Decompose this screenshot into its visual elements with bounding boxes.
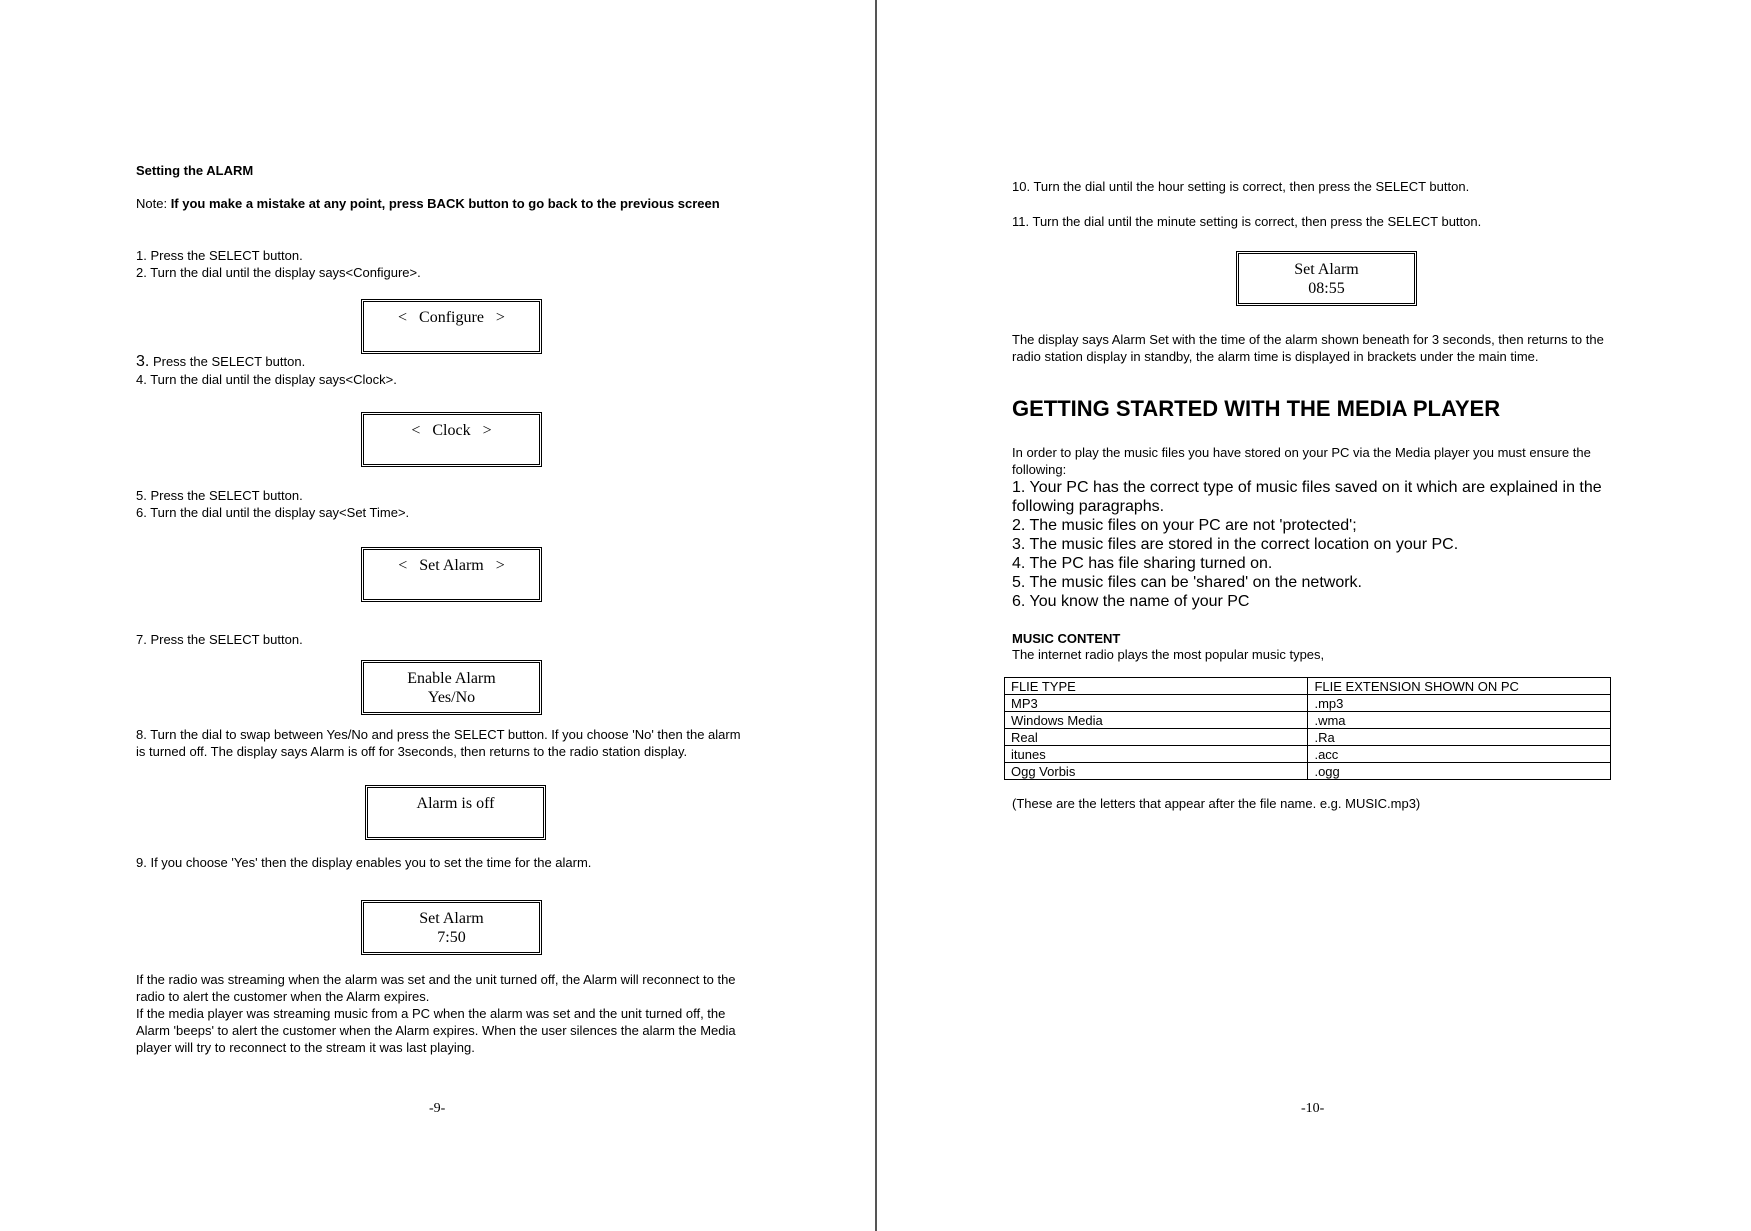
lcd-line2: 08:55	[1308, 280, 1345, 297]
lcd-configure-text: < Configure >	[398, 309, 505, 326]
step-5: 5. Press the SELECT button.	[136, 488, 303, 503]
display-paragraph: The display says Alarm Set with the time of the alarm shown beneath for 3 seconds, then returns to the radio station display in standby, the alarm time is displayed in brackets under the main time.	[1012, 332, 1604, 364]
note-text: If you make a mistake at any point, press BACK button to go back to the previous screen	[170, 196, 720, 211]
table-header-cell: FLIE TYPE	[1005, 678, 1308, 695]
intro-paragraph: In order to play the music files you have stored on your PC via the Media player you must ensure the following:	[1012, 445, 1591, 477]
table-row	[1005, 712, 1611, 729]
lcd-set-alarm-time-line1: Set Alarm	[419, 910, 484, 927]
note	[136, 195, 746, 212]
lcd-clock-text: < Clock >	[411, 422, 492, 439]
paragraph-radio-streaming: If the radio was streaming when the alarm was set and the unit turned off, the Alarm will reconnect to the radio to alert the customer when the Alarm expires.	[136, 972, 736, 1004]
section-heading-alarm: Setting the ALARM	[136, 163, 254, 178]
table-cell: .ogg	[1308, 763, 1611, 780]
step-8: 8. Turn the dial to swap between Yes/No and press the SELECT button. If you choose 'No' then the alarm is turned off. The display says Alarm is off for 3seconds, then returns to the radio station display.	[136, 727, 741, 759]
table-header-row	[1005, 678, 1611, 695]
step-4: 4. Turn the dial until the display says<Clock>.	[136, 372, 397, 387]
lcd-enable-line2: Yes/No	[427, 689, 476, 706]
lcd-enable-line1: Enable Alarm	[407, 670, 496, 687]
list-item: 6. You know the name of your PC	[1012, 593, 1250, 610]
lcd-set-alarm	[361, 547, 542, 602]
file-type-table	[1004, 677, 1611, 780]
table-cell: Ogg Vorbis	[1005, 763, 1308, 780]
table-cell: .wma	[1308, 712, 1611, 729]
page-number: -10-	[1301, 1101, 1325, 1116]
table-cell: Real	[1005, 729, 1308, 746]
table-header-cell: FLIE EXTENSION SHOWN ON PC	[1308, 678, 1611, 695]
table-row	[1005, 746, 1611, 763]
table-cell: itunes	[1005, 746, 1308, 763]
section-heading-media-player: GETTING STARTED WITH THE MEDIA PLAYER	[1012, 396, 1501, 421]
lcd-set-alarm-text: < Set Alarm >	[398, 557, 505, 574]
table-row	[1005, 763, 1611, 780]
table-cell: .mp3	[1308, 695, 1611, 712]
right-page	[878, 0, 1751, 1231]
lcd-enable-alarm	[361, 660, 542, 715]
list-item: 3. The music files are stored in the correct location on your PC.	[1012, 536, 1459, 553]
page-number: -9-	[429, 1101, 446, 1116]
table-cell: .acc	[1308, 746, 1611, 763]
step-3	[136, 353, 305, 370]
table-cell: Windows Media	[1005, 712, 1308, 729]
table-cell: .Ra	[1308, 729, 1611, 746]
lcd-set-alarm-time-line2: 7:50	[437, 929, 466, 946]
step-1: 1. Press the SELECT button.	[136, 248, 303, 263]
step-3-number: 3.	[136, 353, 150, 370]
step-11: 11. Turn the dial until the minute setting is correct, then press the SELECT button.	[1012, 214, 1482, 229]
table-cell: MP3	[1005, 695, 1308, 712]
music-content-intro: The internet radio plays the most popular music types,	[1012, 647, 1325, 662]
list-item: 1. Your PC has the correct type of music files saved on it which are explained in the following paragraphs.	[1012, 479, 1602, 515]
step-6: 6. Turn the dial until the display say<Set Time>.	[136, 505, 410, 520]
lcd-clock	[361, 412, 542, 467]
step-3-text: Press the SELECT button.	[149, 354, 306, 369]
list-item: 2. The music files on your PC are not 'protected';	[1012, 517, 1357, 534]
lcd-configure	[361, 299, 542, 354]
lcd-set-alarm-0855	[1236, 251, 1417, 306]
step-2: 2. Turn the dial until the display says<Configure>.	[136, 265, 421, 280]
note-prefix: Note:	[136, 196, 171, 211]
paragraph-media-player: If the media player was streaming music from a PC when the alarm was set and the unit turned off, the Alarm 'beeps' to alert the customer when the Alarm expires. When the user silences the alarm the Media player will try to reconnect to the stream it was last playing.	[136, 1006, 736, 1055]
lcd-line1: Set Alarm	[1294, 261, 1359, 278]
table-row	[1005, 695, 1611, 712]
lcd-set-alarm-time	[361, 900, 542, 955]
lcd-alarm-off	[365, 785, 546, 840]
lcd-alarm-off-text: Alarm is off	[416, 795, 495, 812]
table-row	[1005, 729, 1611, 746]
step-7: 7. Press the SELECT button.	[136, 632, 303, 647]
step-10: 10. Turn the dial until the hour setting is correct, then press the SELECT button.	[1012, 179, 1470, 194]
list-item: 5. The music files can be 'shared' on the network.	[1012, 574, 1362, 591]
music-content-heading: MUSIC CONTENT	[1012, 631, 1121, 646]
page-divider	[875, 0, 877, 1231]
footnote: (These are the letters that appear after the file name. e.g. MUSIC.mp3)	[1012, 796, 1421, 811]
list-item: 4. The PC has file sharing turned on.	[1012, 555, 1273, 572]
left-page	[0, 0, 875, 1231]
requirements-list	[1012, 478, 1624, 611]
step-9: 9. If you choose 'Yes' then the display enables you to set the time for the alarm.	[136, 855, 592, 870]
